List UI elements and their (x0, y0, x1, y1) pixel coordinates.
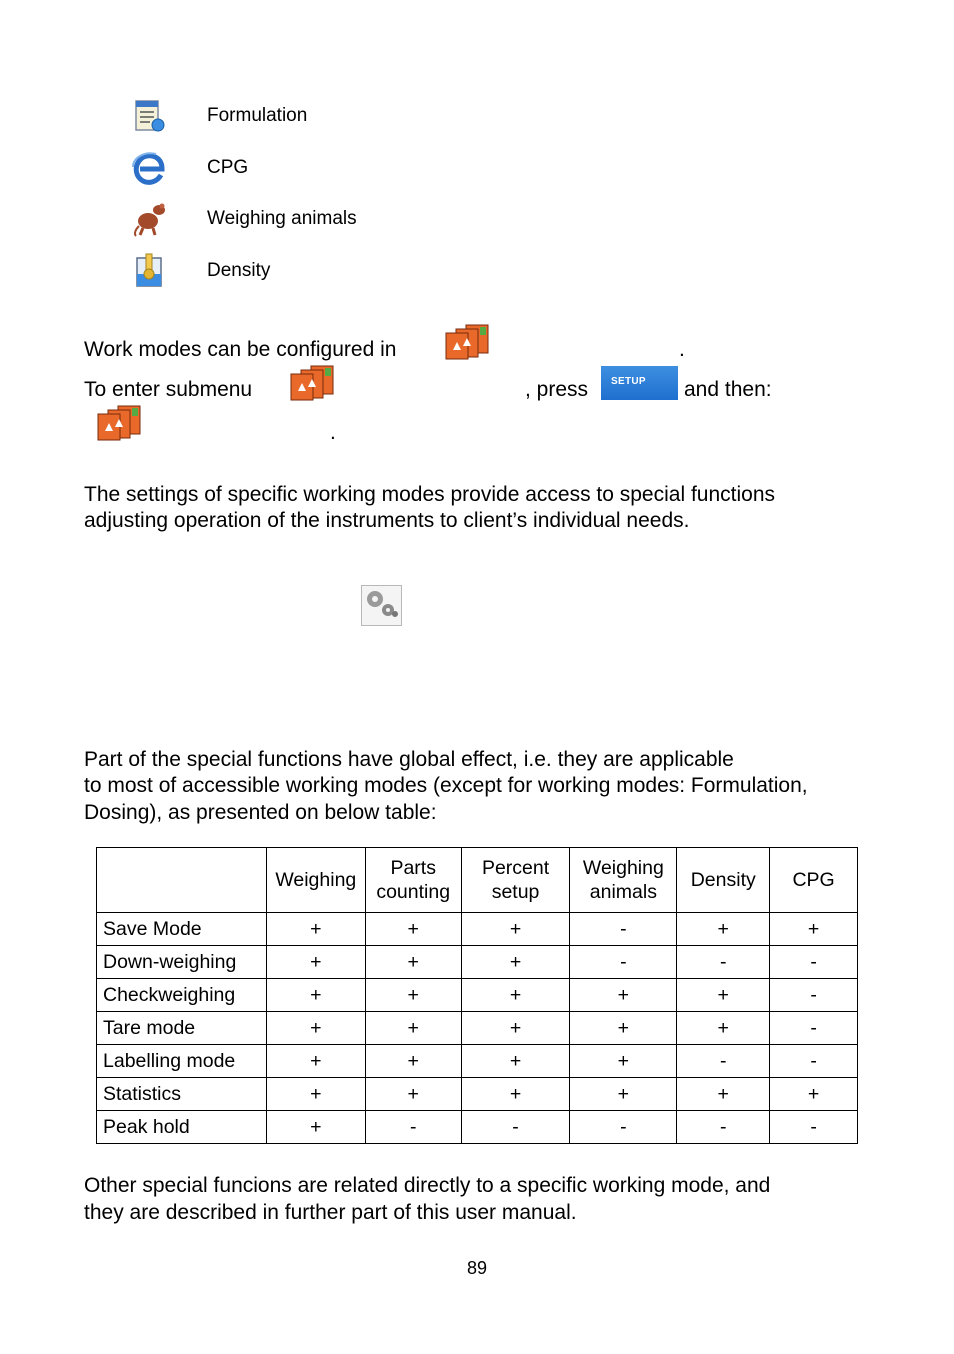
config-line-2-press: , press (525, 378, 589, 401)
header-line-1: Parts (390, 857, 436, 879)
table-cell: - (770, 1012, 858, 1045)
table-cell: + (266, 1012, 365, 1045)
settings-paragraph-line-1: The settings of specific working modes provide access to special functions (84, 483, 776, 506)
table-cell: + (770, 913, 858, 946)
header-line-1: Percent (481, 857, 550, 879)
row-name: Down-weighing (97, 946, 267, 979)
table-cell: - (677, 946, 770, 979)
table-cell: + (677, 913, 770, 946)
table-cell: + (365, 979, 461, 1012)
table-row (97, 913, 858, 946)
table-cell: + (365, 946, 461, 979)
special-functions-table (96, 847, 858, 1144)
working-modes-submenu-icon (287, 364, 337, 402)
table-row (97, 1012, 858, 1045)
header-line-1: Weighing (275, 869, 357, 891)
mode-label-density: Density (207, 260, 271, 281)
table-cell: + (677, 1012, 770, 1045)
working-modes-icon-2 (94, 404, 144, 442)
table-cell: + (266, 1078, 365, 1111)
global-paragraph-line-2: to most of accessible working modes (except for working modes: Formulation, (84, 774, 808, 797)
table-cell: - (570, 913, 677, 946)
table-body (97, 913, 858, 1144)
config-line-3-end: . (330, 421, 336, 444)
table-header-cell (570, 848, 677, 913)
row-name: Save Mode (97, 913, 267, 946)
table-header-row (97, 848, 858, 913)
table-cell: + (461, 946, 570, 979)
setup-button[interactable]: SETUP (601, 366, 678, 400)
table-cell: - (365, 1111, 461, 1144)
row-name: Tare mode (97, 1012, 267, 1045)
table-row (97, 1078, 858, 1111)
other-paragraph-line-1: Other special funcions are related directly to a specific working mode, and (84, 1174, 771, 1197)
row-name: Peak hold (97, 1111, 267, 1144)
formulation-icon (133, 98, 167, 134)
table-header-corner (97, 848, 267, 913)
config-line-2-then: and then: (684, 378, 772, 401)
header-line-2: setup (491, 881, 540, 903)
row-name: Labelling mode (97, 1045, 267, 1078)
table-cell: + (266, 913, 365, 946)
table-cell: + (677, 979, 770, 1012)
table-header-cell (266, 848, 365, 913)
table-cell: + (570, 1045, 677, 1078)
header-line-1: Density (690, 869, 756, 891)
animal-icon (131, 200, 169, 238)
table-row (97, 979, 858, 1012)
table-cell: + (365, 913, 461, 946)
table-cell: - (677, 1111, 770, 1144)
table-cell: + (461, 1012, 570, 1045)
table-cell: + (461, 913, 570, 946)
page-number: 89 (466, 1258, 488, 1278)
header-line-2: counting (376, 881, 451, 903)
table-cell: + (266, 1111, 365, 1144)
table-cell: + (770, 1078, 858, 1111)
table-header-cell (677, 848, 770, 913)
table-cell: - (770, 979, 858, 1012)
row-name: Statistics (97, 1078, 267, 1111)
table-header-cell (770, 848, 858, 913)
table-cell: + (266, 979, 365, 1012)
density-icon (133, 252, 165, 290)
row-name: Checkweighing (97, 979, 267, 1012)
mode-label-formulation: Formulation (207, 105, 308, 126)
table-row (97, 1045, 858, 1078)
table-cell: + (570, 1078, 677, 1111)
table-cell: + (266, 1045, 365, 1078)
table-cell: - (677, 1045, 770, 1078)
table-cell: + (461, 1078, 570, 1111)
table-cell: - (570, 946, 677, 979)
global-paragraph-line-3: Dosing), as presented on below table: (84, 801, 437, 824)
table-cell: + (677, 1078, 770, 1111)
mode-label-weighing-animals: Weighing animals (207, 208, 357, 229)
table-cell: + (570, 1012, 677, 1045)
table-cell: - (570, 1111, 677, 1144)
other-paragraph-line-2: they are described in further part of this user manual. (84, 1201, 577, 1224)
table-cell: - (770, 1045, 858, 1078)
table-cell: + (570, 979, 677, 1012)
table-row (97, 946, 858, 979)
header-line-1: Weighing (582, 857, 664, 879)
settings-paragraph-line-2: adjusting operation of the instruments to client’s individual needs. (84, 509, 690, 532)
table-cell: + (365, 1045, 461, 1078)
gears-icon (361, 585, 402, 626)
header-line-2: animals (589, 881, 657, 903)
table-cell: - (770, 1111, 858, 1144)
table-cell: + (365, 1078, 461, 1111)
table-header-cell (461, 848, 570, 913)
table-cell: + (461, 979, 570, 1012)
config-line-1: Work modes can be configured in (84, 338, 397, 361)
working-modes-icon (442, 323, 492, 361)
config-line-2-start: To enter submenu (84, 378, 253, 401)
mode-label-cpg: CPG (207, 157, 249, 178)
table-cell: + (461, 1045, 570, 1078)
table-cell: + (266, 946, 365, 979)
header-line-1: CPG (792, 869, 835, 891)
global-paragraph-line-1: Part of the special functions have global effect, i.e. they are applicable (84, 748, 734, 771)
table-row (97, 1111, 858, 1144)
table-cell: - (770, 946, 858, 979)
config-line-1-end: . (679, 338, 685, 361)
table-cell: - (461, 1111, 570, 1144)
table-header-cell (365, 848, 461, 913)
table-cell: + (365, 1012, 461, 1045)
cpg-icon (130, 149, 170, 187)
